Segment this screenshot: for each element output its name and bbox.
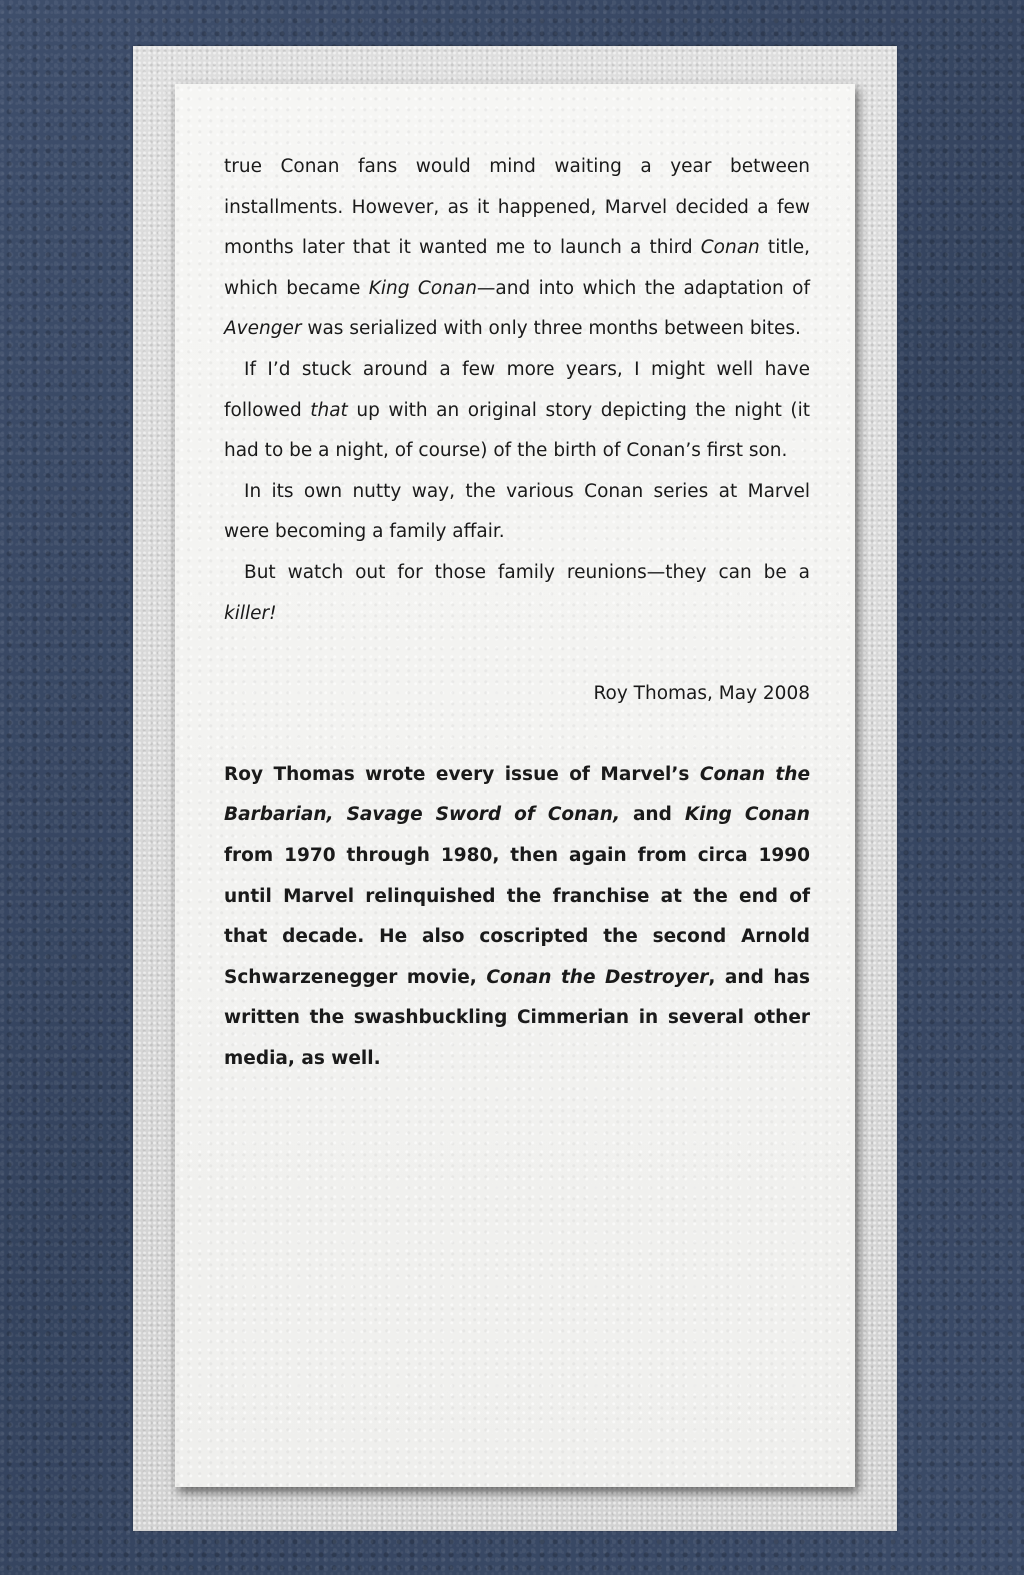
paragraph-1 [224,147,810,350]
paragraph-1-text-a: true Conan fans would mind waiting a year between installments. However, as it happened, Marvel decided a few months later that it wanted me to launch a third [224,156,810,259]
king-conan-bio-italic: King Conan [684,804,810,826]
killer-italic: killer! [224,602,277,624]
paragraph-3: In its own nutty way, the various Conan series at Marvel were becoming a family affair. [224,480,810,543]
bio-text-e: and [619,804,685,826]
signature: Roy Thomas, May 2008 [593,683,810,705]
bio-text-c [334,804,347,825]
conan-title-italic: Conan [700,237,760,259]
that-italic: that [310,399,348,421]
avenger-italic: Avenger [224,318,302,340]
conan-the-barbarian-italic: Conan the Barbarian, [224,763,810,826]
paragraph-1-text-c: title, which became [224,237,810,299]
author-bio [224,755,810,1080]
savage-sword-italic: Savage Sword of Conan, [346,804,620,826]
paragraph-4-text-a: But watch out for those family reunions—they can be a [244,561,810,583]
bio-text-g: from 1970 through 1980, then again from circa 1990 until Marvel relinquished the franchise at the end of that decade. He also coscripted the second Arnold Schwarzenegger movie, [224,844,810,988]
document-page [175,84,855,1487]
bio-text-i: , and has written the swashbuckling Cimmerian in several other media, as well. [224,966,810,1069]
conan-the-destroyer-italic: Conan the Destroyer [486,966,709,988]
paragraph-2-text-c: up with an original story depicting the night (it had to be a night, of course) of the birth of Conan’s first son. [224,399,810,462]
king-conan-italic: King Conan [368,277,477,299]
article-text [224,147,810,1079]
paragraph-2 [224,350,810,472]
bio-text-a: Roy Thomas wrote every issue of Marvel’s [224,763,700,785]
paragraph-1-text-g: was serialized with only three months between bites. [301,318,801,340]
paragraph-4 [224,553,810,634]
paragraph-2-text-a: If I’d stuck around a few more years, I might well have followed [224,358,810,421]
paragraph-1-text-e: —and into which the adaptation of [476,277,810,299]
